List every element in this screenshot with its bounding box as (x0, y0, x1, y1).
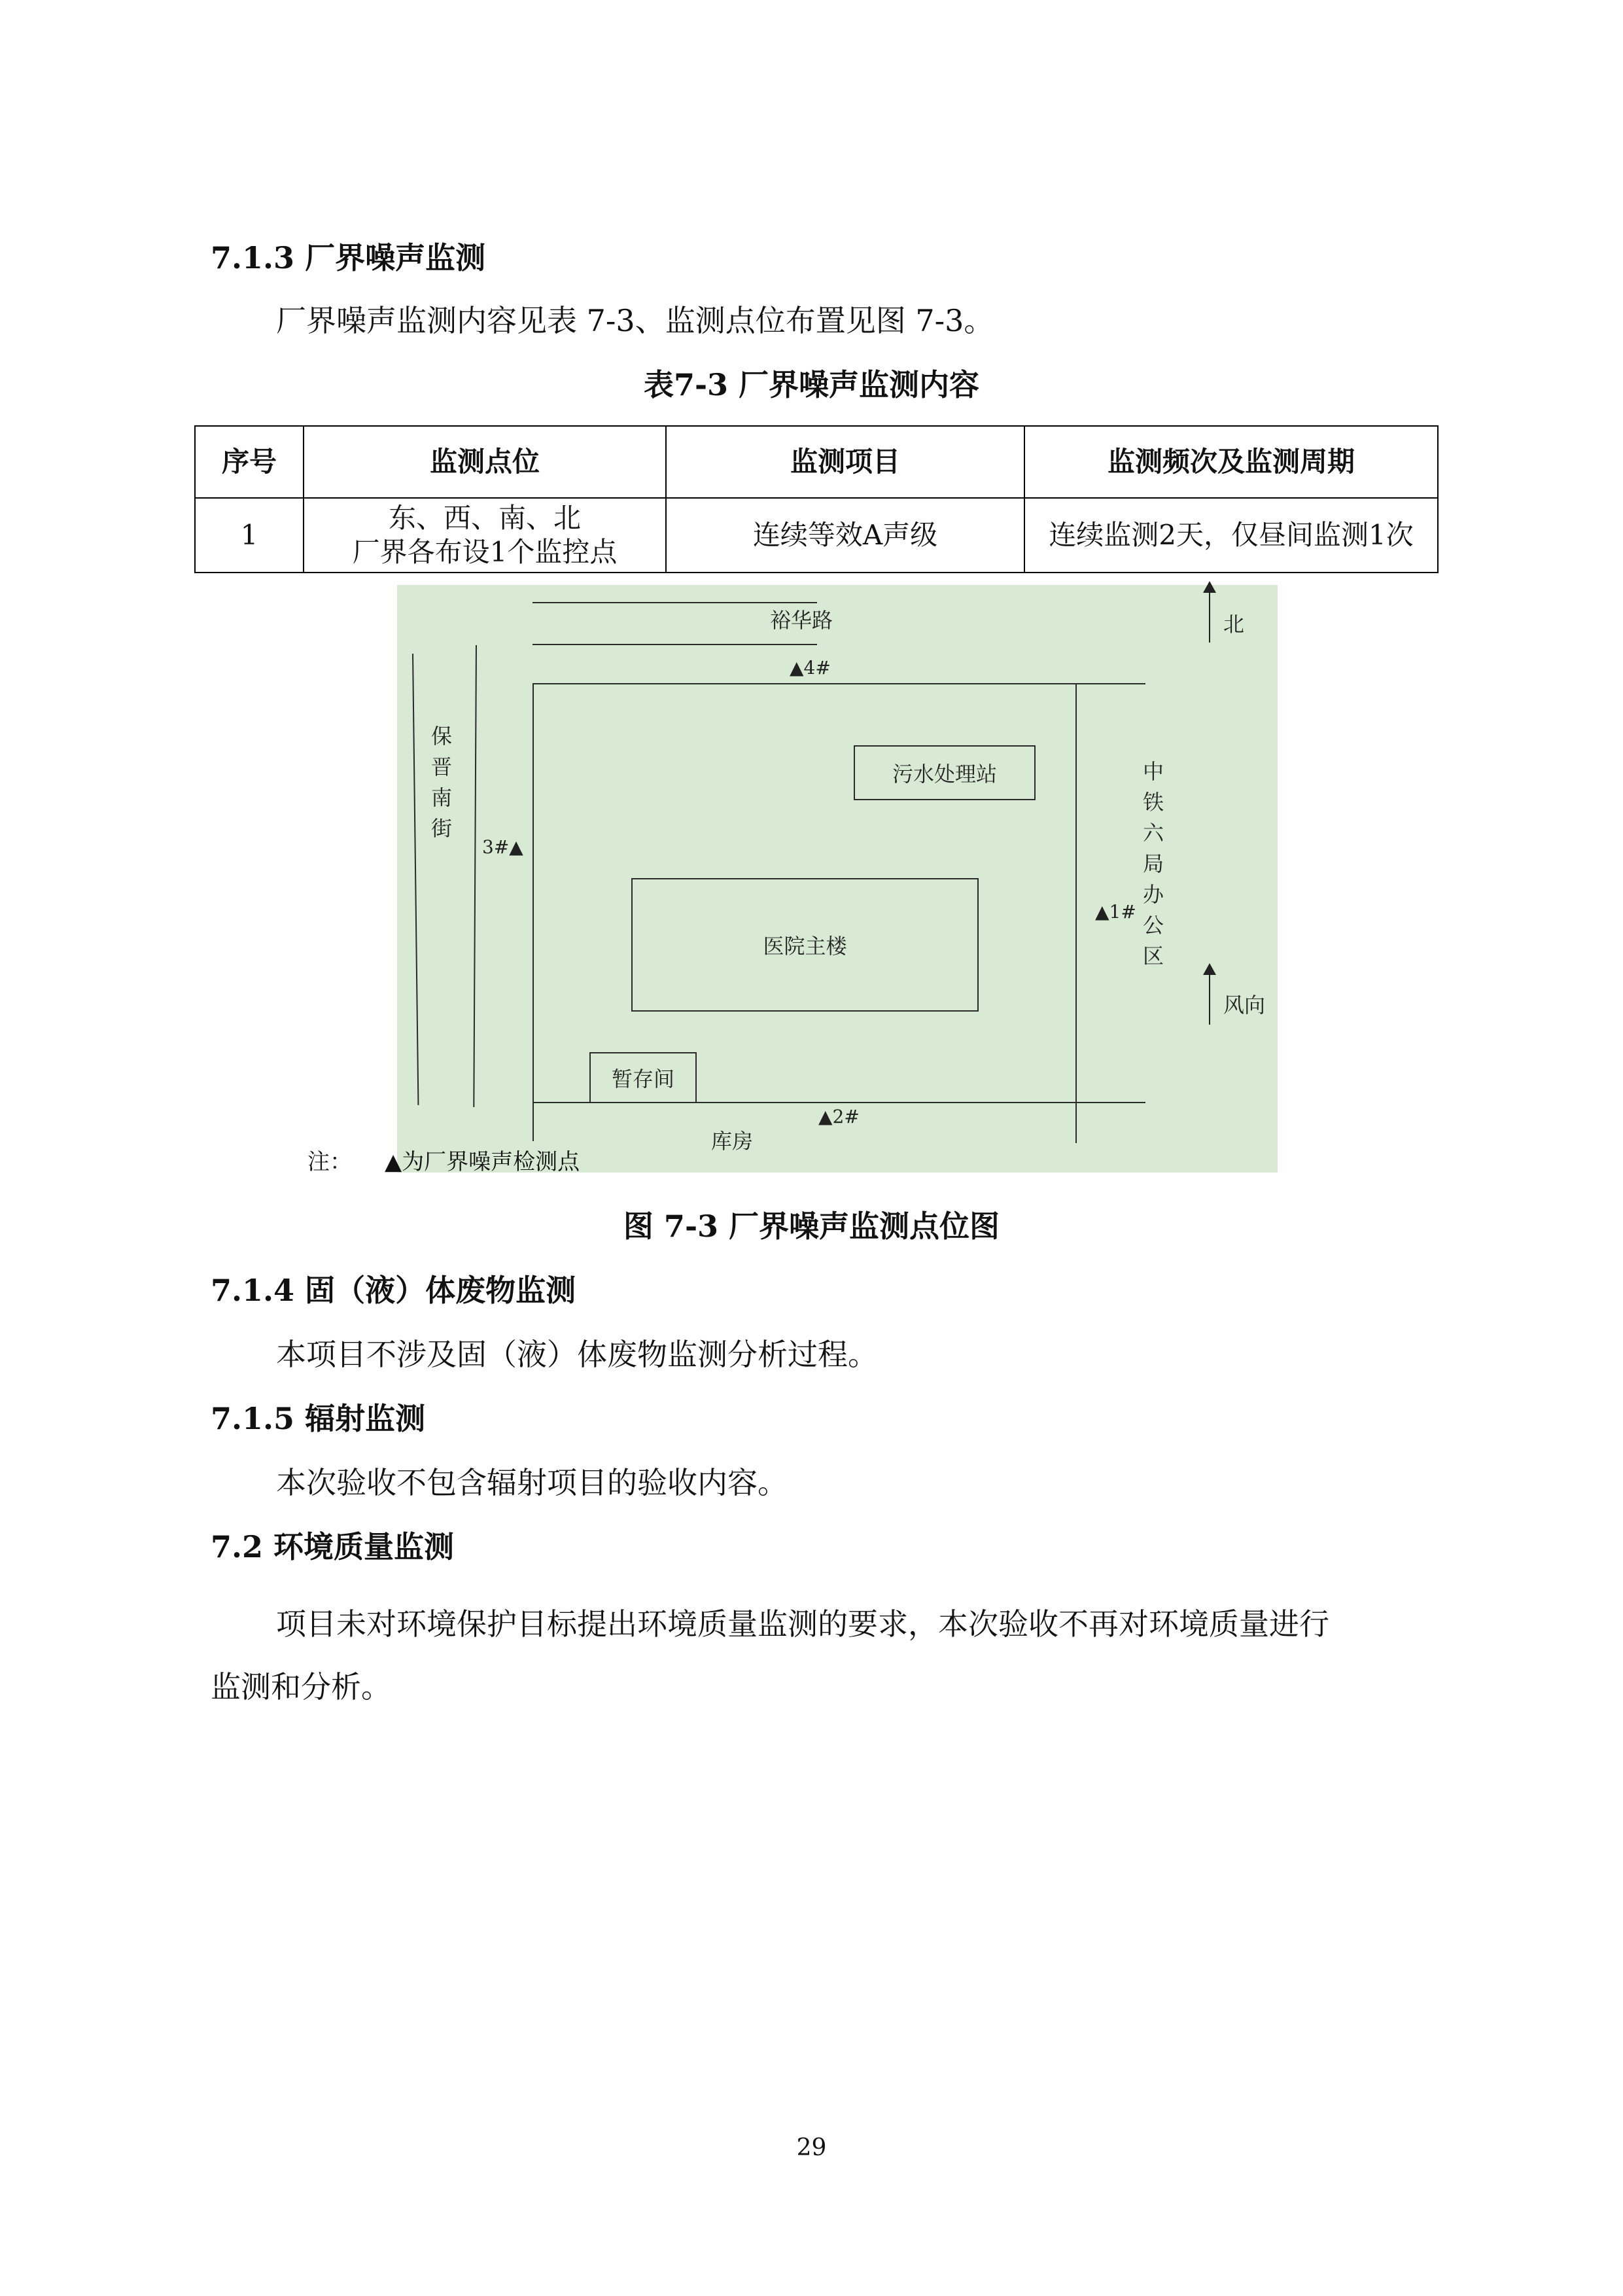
road-label-char: 南 (430, 785, 452, 810)
boundary-north (532, 683, 1145, 684)
east-area-char: 六 (1142, 821, 1164, 845)
map-note-label: 注： (307, 1149, 352, 1175)
boundary-west (532, 683, 534, 1141)
header-frequency: 监测频次及监测周期 (1024, 426, 1438, 498)
cell-location-line1: 东、西、南、北 (388, 502, 581, 534)
monitoring-point-map (397, 585, 1278, 1173)
monitor-point-3: 3#▲ (482, 836, 523, 858)
header-location: 监测点位 (304, 426, 666, 498)
map-note-text: ▲为厂界噪声检测点 (385, 1149, 580, 1175)
east-area-char: 办 (1142, 882, 1164, 907)
cell-no: 1 (195, 498, 304, 573)
section-7-1-3-title: 7.1.3 厂界噪声监测 (211, 240, 486, 275)
sewage-station: 污水处理站 (854, 745, 1036, 800)
noise-monitoring-table (194, 425, 1439, 573)
road-label-baojin (428, 721, 455, 844)
cell-item: 连续等效A声级 (666, 498, 1024, 573)
monitor-point-1: ▲1# (1095, 901, 1136, 923)
east-area-char: 公 (1142, 913, 1164, 938)
east-area-char: 中 (1142, 759, 1164, 784)
section-7-1-5-title: 7.1.5 辐射监测 (211, 1401, 426, 1436)
road-label-yuhua: 裕华路 (770, 608, 833, 633)
road-label-char: 晋 (430, 754, 452, 779)
north-arrow-icon (1209, 590, 1210, 643)
road-label-char: 保 (430, 724, 452, 749)
header-no: 序号 (195, 426, 304, 498)
east-area-label (1140, 756, 1166, 972)
road-line-top-1 (532, 602, 817, 603)
figure-caption: 图 7-3 厂界噪声监测点位图 (623, 1209, 1000, 1244)
main-building: 医院主楼 (631, 878, 979, 1012)
north-label: 北 (1223, 612, 1245, 637)
section-7-1-4-title: 7.1.4 固（液）体废物监测 (211, 1273, 576, 1308)
section-7-2-title: 7.2 环境质量监测 (211, 1529, 455, 1564)
section-7-2-text-line2: 监测和分析。 (211, 1669, 391, 1704)
cell-location (304, 498, 666, 573)
table-row (195, 498, 1438, 573)
east-area-char: 铁 (1142, 790, 1164, 815)
section-7-1-5-text: 本次验收不包含辐射项目的验收内容。 (276, 1465, 788, 1500)
table-header-row (195, 426, 1438, 498)
section-7-1-4-text: 本项目不涉及固（液）体废物监测分析过程。 (276, 1337, 878, 1372)
cell-frequency: 连续监测2天，仅昼间监测1次 (1024, 498, 1438, 573)
monitor-point-4: ▲4# (790, 657, 831, 679)
road-line-left-1 (412, 654, 419, 1105)
boundary-east (1075, 683, 1077, 1143)
table-caption: 表7-3 厂界噪声监测内容 (643, 367, 980, 402)
monitor-point-2: ▲2# (818, 1106, 860, 1127)
wind-label: 风向 (1223, 993, 1266, 1017)
page-number: 29 (796, 2134, 827, 2161)
cell-location-line2: 厂界各布设1个监控点 (352, 536, 618, 568)
road-label-char: 街 (430, 816, 452, 841)
header-item: 监测项目 (666, 426, 1024, 498)
warehouse-label: 库房 (711, 1129, 754, 1154)
east-area-char: 局 (1142, 851, 1164, 876)
road-line-top-2 (532, 644, 817, 645)
section-7-2-text-line1: 项目未对环境保护目标提出环境质量监测的要求，本次验收不再对环境质量进行 (276, 1606, 1329, 1642)
east-area-char: 区 (1142, 944, 1164, 968)
section-7-1-3-text: 厂界噪声监测内容见表 7-3、监测点位布置见图 7-3。 (276, 303, 994, 338)
temp-storage: 暂存间 (589, 1052, 697, 1103)
wind-arrow-icon (1209, 972, 1210, 1025)
road-line-left-2 (473, 645, 477, 1107)
